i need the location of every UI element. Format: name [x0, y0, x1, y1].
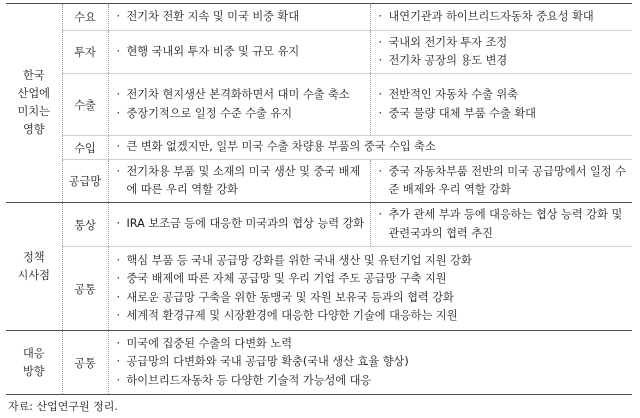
bullet-text: · 중장기적으로 일정 수준 수출 유지 [115, 105, 366, 123]
wide-cell [108, 331, 632, 395]
bullet-text: · 내연기관과 하이브리드자동차 중요성 확대 [377, 8, 629, 26]
bullet-text: · 세계적 환경규제 및 시장환경에 대응한 다양한 기술에 대응하는 지원 [115, 307, 629, 325]
right-cell [370, 4, 632, 31]
row-category: 공통 [62, 331, 108, 395]
table-row [6, 4, 632, 31]
wide-cell [108, 247, 632, 331]
bullet-text: · 하이브리드자동차 등 다양한 기술적 가능성에 대응 [115, 372, 629, 390]
group-label: 대응 방향 [6, 331, 62, 395]
row-category: 수입 [62, 136, 108, 160]
table-row [6, 74, 632, 136]
right-cell [370, 203, 632, 247]
bullet-text: · 핵심 부품 등 국내 공급망 강화를 위한 국내 생산 및 유턴기업 지원 강화 [115, 252, 629, 270]
group-label: 한국 산업에 미치는 영향 [6, 4, 62, 203]
wide-cell [108, 136, 632, 160]
right-cell [370, 74, 632, 136]
bullet-text: · 미국에 집중된 수출의 다변화 노력 [115, 335, 629, 353]
right-cell [370, 31, 632, 74]
row-category: 공급망 [62, 160, 108, 203]
table-row [6, 136, 632, 160]
bullet-text: · 전기차 공장의 용도 변경 [377, 52, 629, 70]
bullet-text: · 전기차용 부품 및 소재의 미국 생산 및 중국 배제에 따른 우리 역할 강화 [115, 163, 366, 199]
row-category: 통상 [62, 203, 108, 247]
table-row [6, 31, 632, 74]
group-label: 정책 시사점 [6, 203, 62, 331]
bullet-text: · 전반적인 자동차 수출 위축 [377, 86, 629, 104]
bullet-text: · 중국 배제에 따른 자체 공급망 및 우리 기업 주도 공급망 구축 지원 [115, 270, 629, 288]
source-note: 자료: 산업연구원 정리. [8, 400, 118, 413]
left-cell [108, 74, 370, 136]
right-cell [370, 160, 632, 203]
bullet-text: · 중국 자동차부품 전반의 미국 공급망에서 일정 수준 배제와 우리 역할 강화 [377, 163, 629, 199]
table-row [6, 247, 632, 331]
bullet-text: · 새로운 공급망 구축을 위한 동맹국 및 자원 보유국 등과의 협력 강화 [115, 289, 629, 307]
table-row [6, 331, 632, 395]
row-category: 수출 [62, 74, 108, 136]
bullet-text: · IRA 보조금 등에 대응한 미국과의 협상 능력 강화 [115, 215, 366, 233]
left-cell [108, 31, 370, 74]
bullet-text: · 공급망의 다변화와 국내 공급망 확충(국내 생산 효율 향상) [115, 353, 629, 371]
left-cell [108, 203, 370, 247]
bullet-text: · 현행 국내외 투자 비중 및 규모 유지 [115, 43, 366, 61]
bullet-text: · 국내외 전기차 투자 조정 [377, 34, 629, 52]
bullet-text: · 추가 관세 부과 등에 대응하는 협상 능력 강화 및 관련국과의 협력 추진 [377, 206, 629, 242]
row-category: 투자 [62, 31, 108, 74]
bullet-text: · 전기차 전환 지속 및 미국 비중 확대 [115, 8, 366, 26]
bullet-text: · 중국 물량 대체 부품 수출 확대 [377, 105, 629, 123]
table-row [6, 203, 632, 247]
row-category: 공통 [62, 247, 108, 331]
left-cell [108, 4, 370, 31]
policy-impact-table [6, 3, 632, 395]
bullet-text: · 전기차 현지생산 본격화하면서 대미 수출 축소 [115, 86, 366, 104]
table-row [6, 160, 632, 203]
bullet-text: · 큰 변화 없겠지만, 일부 미국 수출 차량용 부품의 중국 수입 축소 [115, 138, 629, 156]
row-category: 수요 [62, 4, 108, 31]
left-cell [108, 160, 370, 203]
